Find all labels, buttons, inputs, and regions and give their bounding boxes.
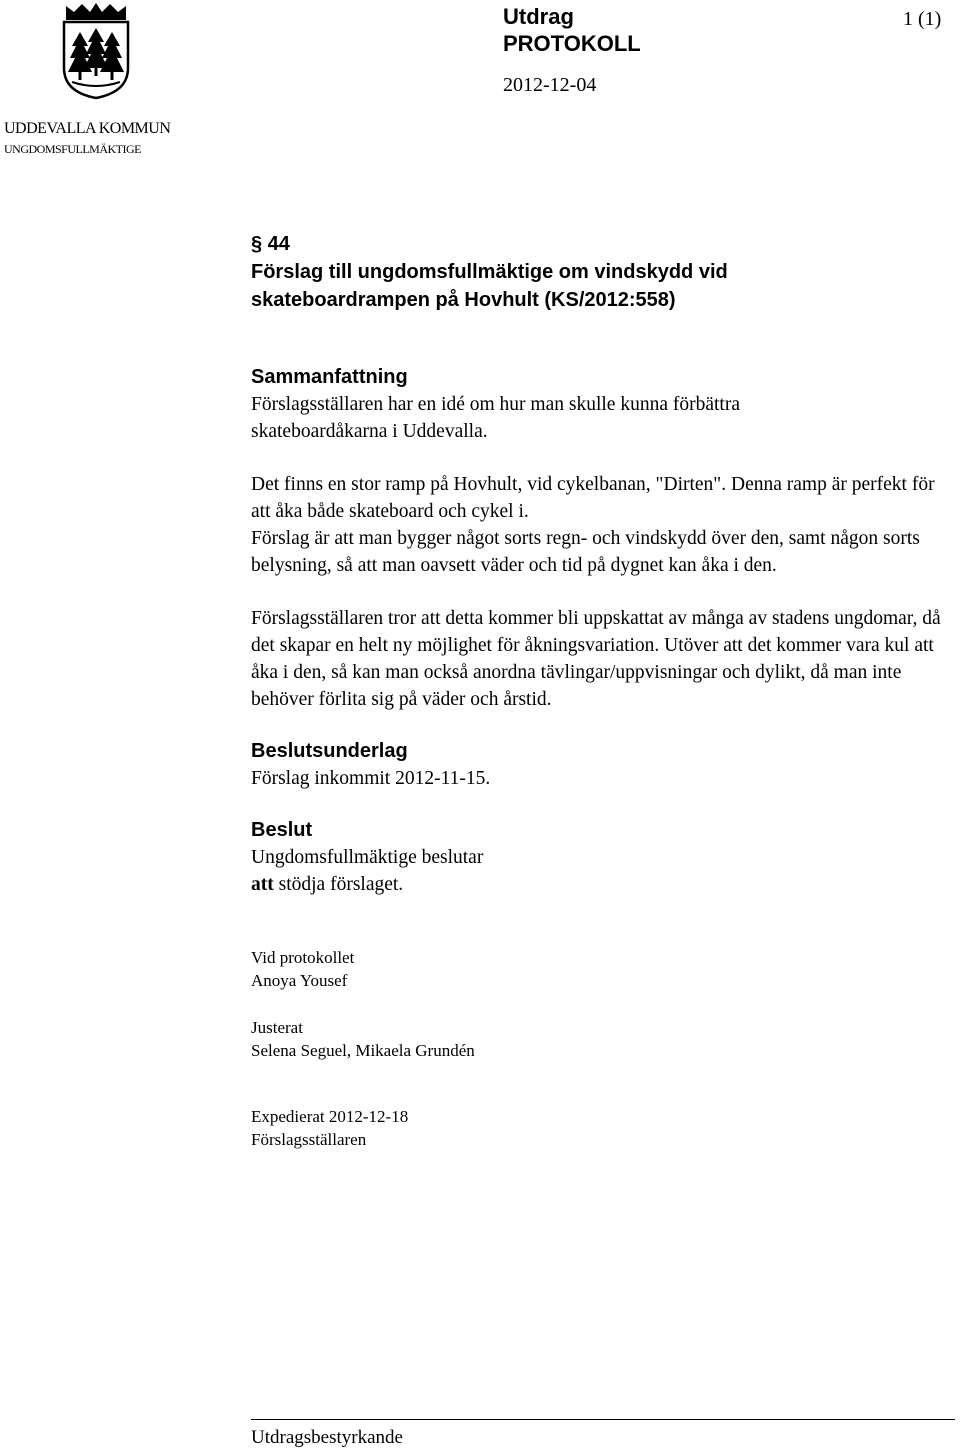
- decision-line-2-rest: stödja förslaget.: [273, 874, 404, 895]
- decision-line-2: [251, 871, 951, 898]
- dispatched-date: Expedierat 2012-12-18: [251, 1107, 409, 1126]
- summary-paragraph-3: Förslag är att man bygger något sorts regn- och vindskydd över den, samt någon sorts belysning, så att man oavsett väder och tid på dygnet kan åka i den.: [251, 528, 920, 576]
- decision-att-word: att: [251, 874, 274, 895]
- decision-line-1: Ungdomsfullmäktige beslutar: [251, 847, 484, 868]
- municipal-coat-of-arms-logo: [60, 2, 132, 100]
- summary-paragraph-2: Det finns en stor ramp på Hovhult, vid cykelbanan, "Dirten". Denna ramp är perfekt för att åka både skateboard och cykel i.: [251, 474, 935, 522]
- decision-heading: Beslut: [251, 819, 313, 841]
- item-title-line-2: skateboardrampen på Hovhult (KS/2012:558): [251, 289, 676, 311]
- section-number: § 44: [251, 233, 290, 255]
- basis-text: Förslag inkommit 2012-11-15.: [251, 768, 491, 789]
- document-type: PROTOKOLL: [503, 31, 641, 56]
- municipality-name: UDDEVALLA KOMMUN: [4, 120, 171, 137]
- page-number: 1 (1): [903, 8, 942, 30]
- checked-by-label: Justerat: [251, 1018, 303, 1037]
- basis-heading: Beslutsunderlag: [251, 740, 408, 762]
- checked-by-names: Selena Seguel, Mikaela Grundén: [251, 1041, 475, 1060]
- document-body: [251, 230, 951, 1151]
- signature-line: [251, 1419, 955, 1420]
- summary-heading: Sammanfattning: [251, 366, 408, 388]
- department-name: UNGDOMSFULLMÄKTIGE: [4, 142, 141, 156]
- document-kind: Utdrag: [503, 4, 574, 29]
- meeting-date: 2012-12-04: [503, 74, 597, 96]
- recorded-by-name: Anoya Yousef: [251, 971, 348, 990]
- certifier-label: Utdragsbestyrkande: [251, 1427, 403, 1448]
- dispatched-to: Förslagsställaren: [251, 1130, 367, 1149]
- recorded-by-label: Vid protokollet: [251, 948, 355, 967]
- item-title-line-1: Förslag till ungdomsfullmäktige om vindskydd vid: [251, 261, 728, 283]
- summary-paragraph-4: Förslagsställaren tror att detta kommer bli uppskattat av många av stadens ungdomar, då det skapar en helt ny möjlighet för åkningsvariation. Utöver att det kommer vara kul att åka i den, så kan man också anordna tävlingar/uppvisningar och dylikt, då man inte behöver förlita sig på väder och årstid.: [251, 608, 941, 710]
- summary-paragraph-1: Förslagsställaren har en idé om hur man skulle kunna förbättra skateboardåkarna i Uddevalla.: [251, 394, 740, 442]
